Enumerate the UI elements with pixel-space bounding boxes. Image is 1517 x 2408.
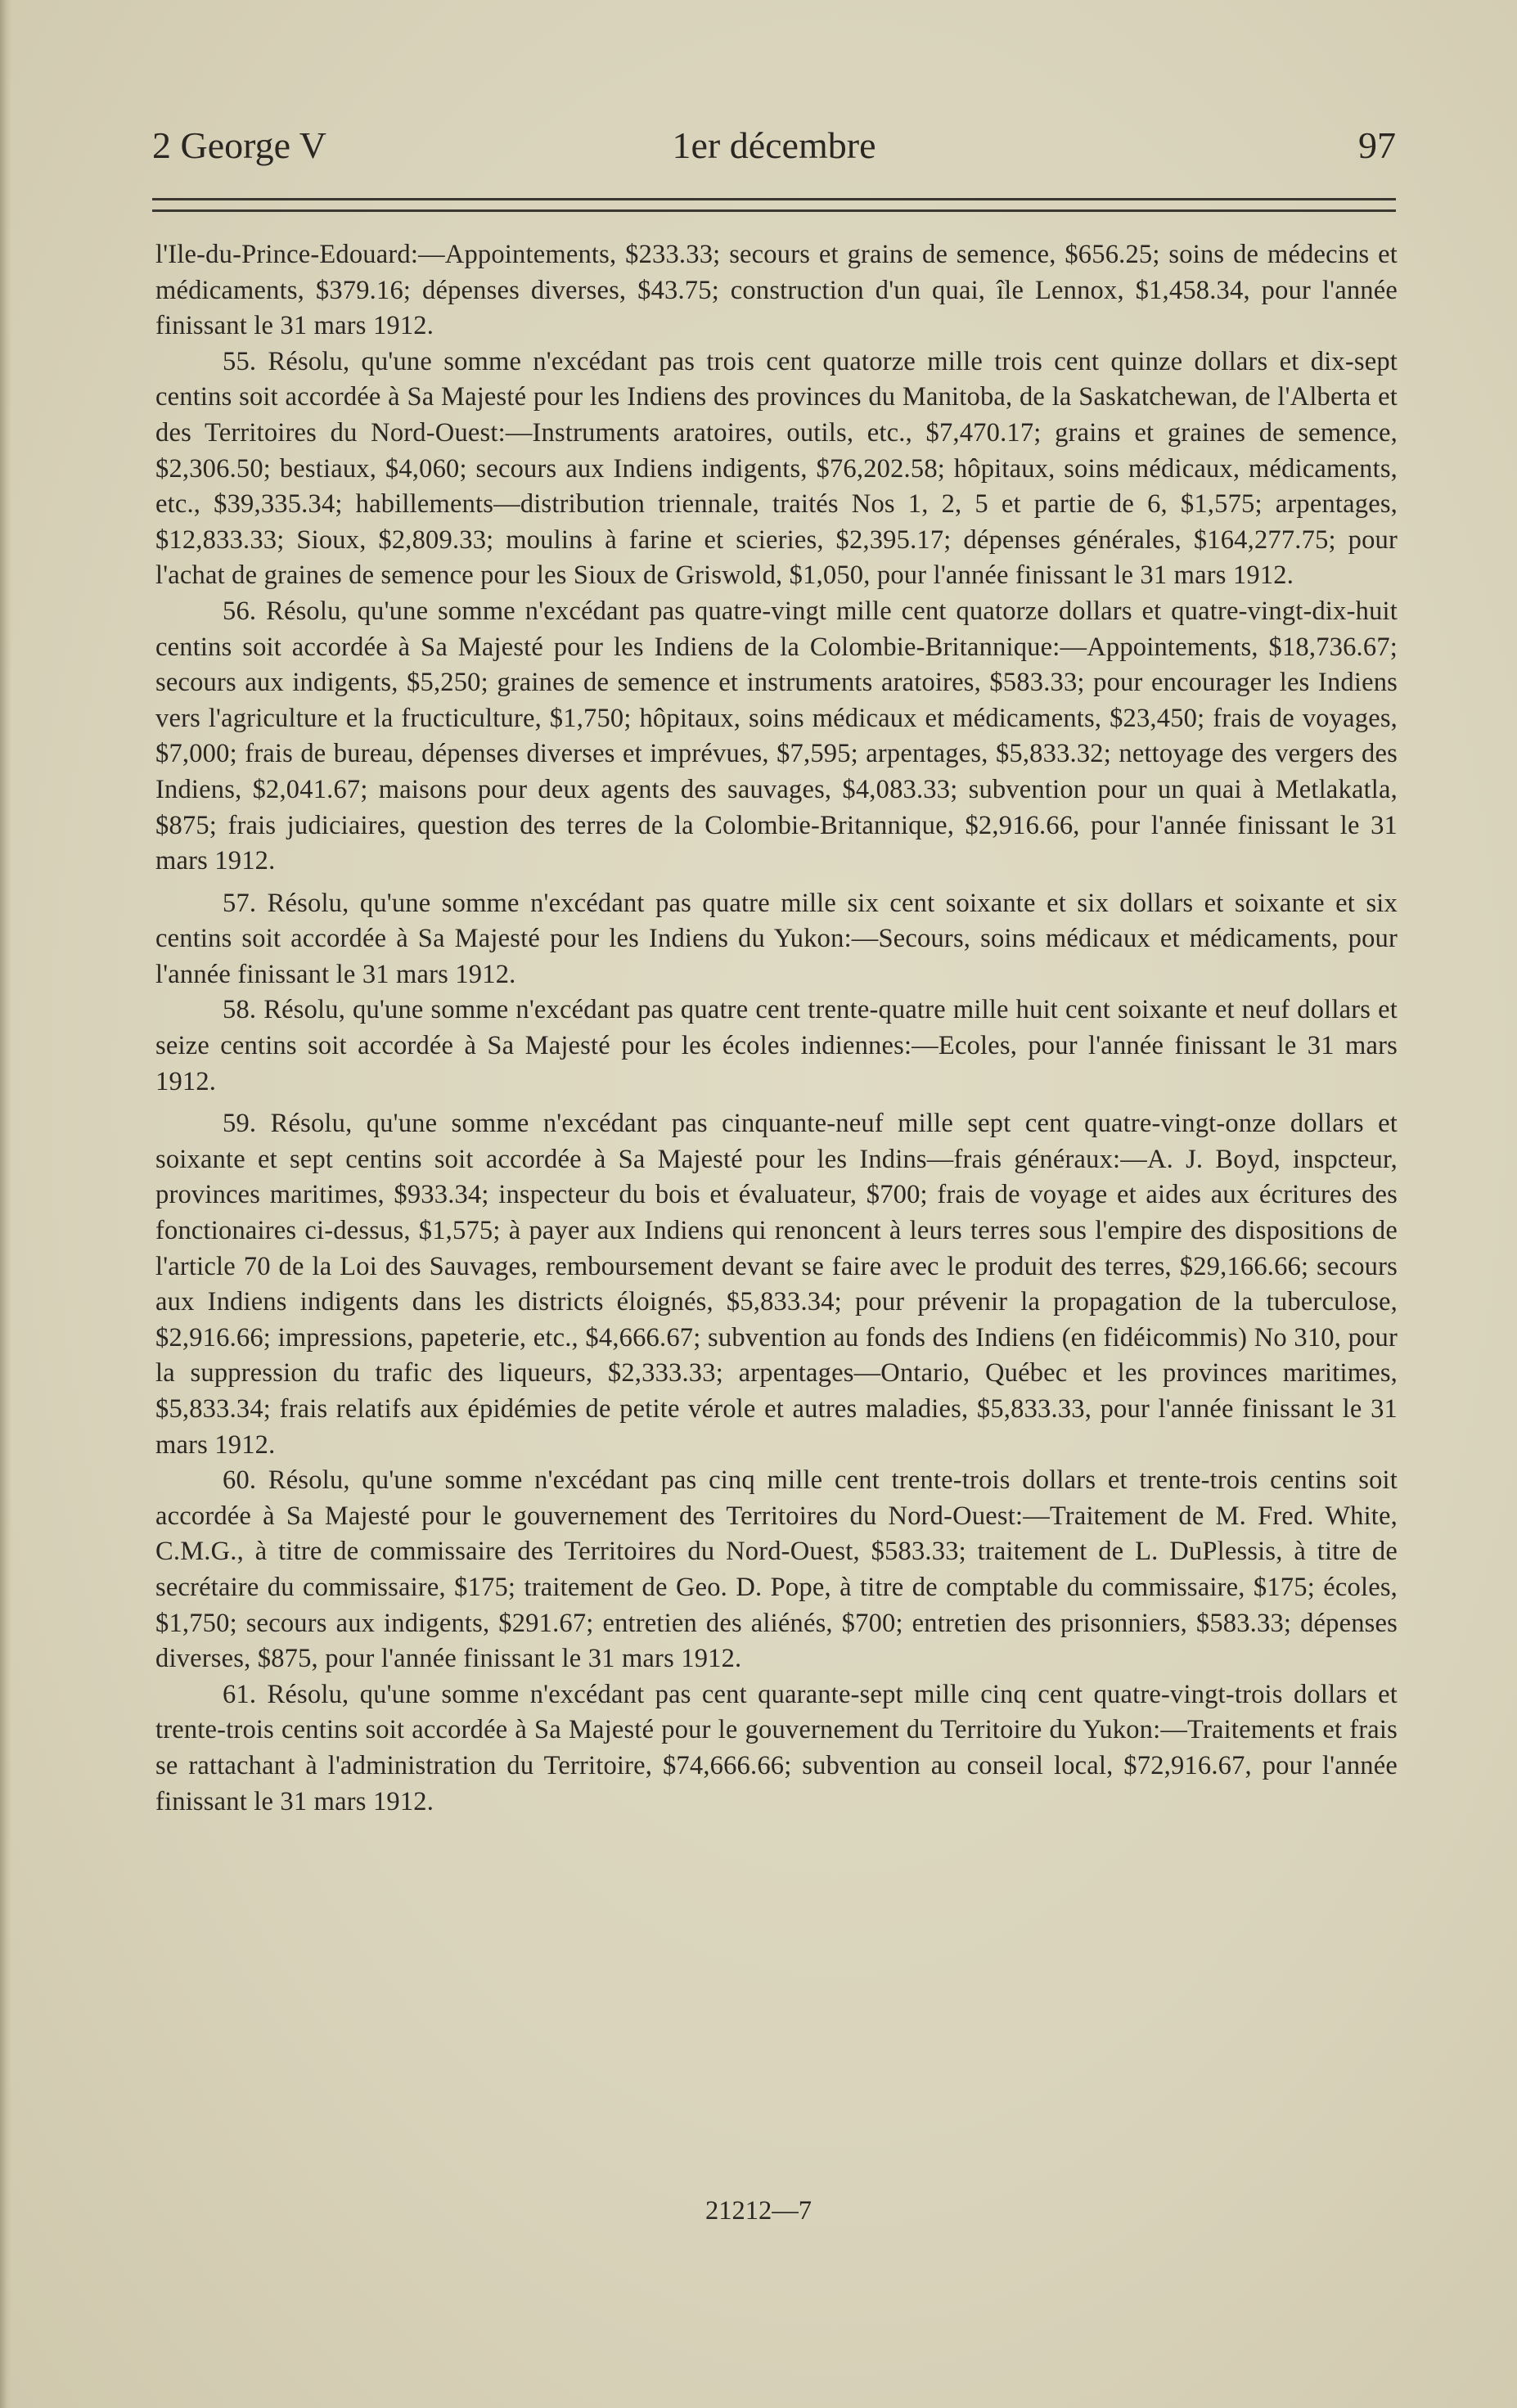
resolution-59: 59. Résolu, qu'une somme n'excédant pas cinquante-neuf mille sept cent quatre-vingt-onze dollars et soixante et sept centins soit accordée à Sa Majesté pour les Indins—frais généraux:—A. J. Boyd, inspcteur, provinces maritimes, $933.34; inspecteur du bois et évaluateur, $700; frais de voyage et aides aux écritures des fonctionaires ci-dessus, $1,575; à payer aux Indiens qui renoncent à leurs terres sous l'empire des dispositions de l'article 70 de la Loi des Sauvages, remboursement devant se faire avec le produit des terres, $29,166.66; secours aux Indiens indigents dans les districts éloignés, $5,833.34; pour prévenir la propagation de la tuberculose, $2,916.66; impressions, papeterie, etc., $4,666.67; subvention au fonds des Indiens (en fidéicommis) No 310, pour la suppression du trafic des liqueurs, $2,333.33; arpentages—Ontario, Québec et les provinces maritimes, $5,833.34; frais relatifs aux épidémies de petite vérole et autres maladies, $5,833.33, pour l'année finissant le 31 mars 1912. (155, 1109, 1398, 1460)
resolution-60: 60. Résolu, qu'une somme n'excédant pas cinq mille cent trente-trois dollars et trente-trois centins soit accordée à Sa Majesté pour le gouvernement des Territoires du Nord-Ouest:—Traitement de M. Fred. White, C.M.G., à titre de commissaire des Territoires du Nord-Ouest, $583.33; traitement de L. DuPlessis, à titre de secrétaire du commissaire, $175; traitement de Geo. D. Pope, à titre de comptable du commissaire, $175; écoles, $1,750; secours aux indigents, $291.67; entretien des aliénés, $700; entretien des prisonniers, $583.33; dépenses diverses, $875, pour l'année finissant le 31 mars 1912. (155, 1465, 1398, 1674)
resolution-56: 56. Résolu, qu'une somme n'excédant pas quatre-vingt mille cent quatorze dollars et quatre-vingt-dix-huit centins soit accordée à Sa Majesté pour les Indiens de la Colombie-Britannique:—Appointements, $18,736.67; secours aux indigents, $5,250; graines de semence et instruments aratoires, $583.33; pour encourager les Indiens vers l'agriculture et la fructiculture, $1,750; hôpitaux, soins médicaux et médicaments, $23,450; frais de voyages, $7,000; frais de bureau, dépenses diverses et imprévues, $7,595; arpentages, $5,833.32; nettoyage des vergers des Indiens, $2,041.67; maisons pour deux agents des sauvages, $4,083.33; subvention pour un quai à Metlakatla, $875; frais judiciaires, question des terres de la Colombie-Britannique, $2,916.66, pour l'année finissant le 31 mars 1912. (155, 596, 1398, 876)
running-header (152, 121, 1396, 170)
resolution-58: 58. Résolu, qu'une somme n'excédant pas quatre cent trente-quatre mille huit cent soixante et neuf dollars et seize centins soit accordée à Sa Majesté pour les écoles indiennes:—Ecoles, pour l'année finissant le 31 mars 1912. (155, 995, 1398, 1096)
resolution-57: 57. Résolu, qu'une somme n'excédant pas quatre mille six cent soixante et six dollars et soixante et six centins soit accordée à Sa Majesté pour les Indiens du Yukon:—Secours, soins médicaux et médicaments, pour l'année finissant le 31 mars 1912. (155, 888, 1398, 989)
binding-edge (0, 0, 11, 2408)
header-date: 1er décembre (672, 124, 876, 166)
header-rule-bottom (152, 209, 1396, 212)
header-rule-top (152, 198, 1396, 200)
resolution-55: 55. Résolu, qu'une somme n'excédant pas trois cent quatorze mille trois cent quinze dollars et dix-sept centins soit accordée à Sa Majesté pour les Indiens des provinces du Manitoba, de la Saskatchewan, de l'Alberta et des Territoires du Nord-Ouest:—Instruments aratoires, outils, etc., $7,470.17; grains et graines de semence, $2,306.50; bestiaux, $4,060; secours aux Indiens indigents, $76,202.58; hôpitaux, soins médicaux, médicaments, etc., $39,335.34; habillements—distribution triennale, traités Nos 1, 2, 5 et partie de 6, $1,575; arpentages, $12,833.33; Sioux, $2,809.33; moulins à farine et scieries, $2,395.17; dépenses générales, $164,277.75; pour l'achat de graines de semence pour les Sioux de Griswold, $1,050, pour l'année finissant le 31 mars 1912. (155, 346, 1398, 591)
signature-mark: 21212—7 (705, 2196, 812, 2226)
journal-body (155, 237, 1398, 1820)
paragraph-continuation: l'Ile-du-Prince-Edouard:—Appointements, $233.33; secours et grains de semence, $656.25; soins de médecins et médicaments, $379.16; dépenses diverses, $43.75; construction d'un quai, île Lennox, $1,458.34, pour l'année finissant le 31 mars 1912. (155, 240, 1398, 341)
resolution-61: 61. Résolu, qu'une somme n'excédant pas cent quarante-sept mille cinq cent quatre-vingt-trois dollars et trente-trois centins soit accordée à Sa Majesté pour le gouvernement du Territoire du Yukon:—Traitements et frais se rattachant à l'administration du Territoire, $74,666.66; subvention au conseil local, $72,916.67, pour l'année finissant le 31 mars 1912. (155, 1679, 1398, 1816)
page-number: 97 (1358, 124, 1396, 166)
header-regnal-year: 2 George V (152, 124, 326, 166)
